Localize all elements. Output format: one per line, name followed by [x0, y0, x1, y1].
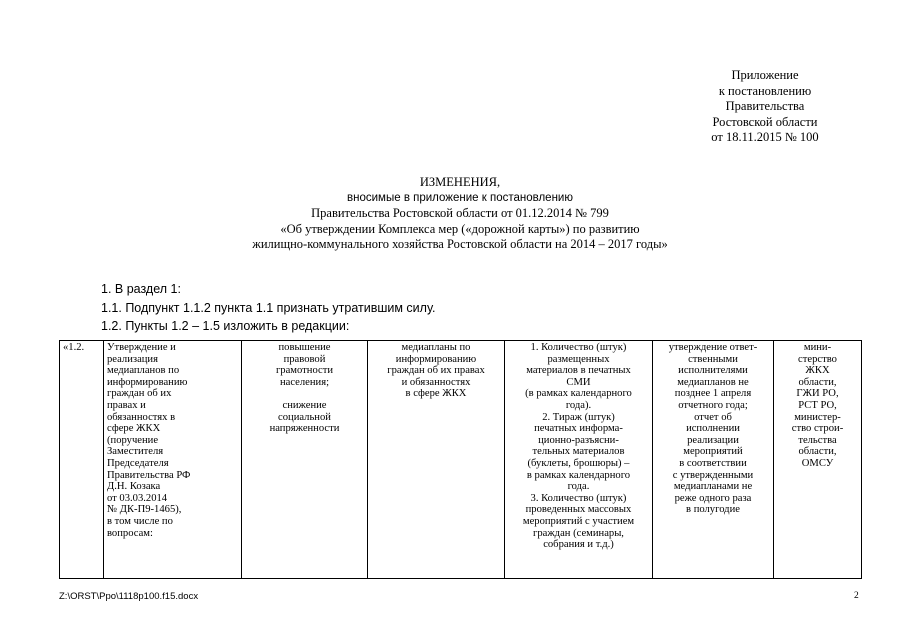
cell-line: реализация [107, 353, 158, 365]
title-line: «Об утверждении Комплекса мер («дорожной карты») по развитию [280, 221, 640, 236]
cell-line: медиапланов по [107, 365, 180, 377]
cell-line: мероприятий с участием [522, 515, 635, 527]
appendix-line: Правительства [725, 99, 805, 113]
title-line: ИЗМЕНЕНИЯ, [419, 175, 501, 189]
cell-line: мероприятий [683, 446, 743, 458]
cell-line: граждан (семинары, [533, 527, 624, 539]
cell-line: тельных материалов [532, 446, 625, 458]
title-line: жилищно-коммунального хозяйства Ростовской области на 2014 – 2017 годы» [252, 237, 668, 251]
cell-line: с утвержденными [672, 469, 754, 481]
cell-line: обязанностях в [107, 411, 176, 423]
cell-line: реализации [687, 434, 739, 446]
changes-table [59, 340, 862, 579]
cell-line: в соответствии [679, 457, 747, 469]
cell-line: правовой [283, 353, 326, 365]
cell-line: медиапланы по [401, 342, 471, 353]
cell-line: утверждение ответ- [668, 342, 758, 353]
cell-line: 3. Количество (штук) [530, 492, 627, 504]
table-row [60, 341, 862, 579]
cell-line: в том числе по [107, 515, 173, 527]
cell-line: стерство [798, 353, 837, 365]
cell-line: исполнении [686, 423, 740, 435]
cell-line: ГЖИ РО, [796, 388, 839, 400]
cell-line: проведенных массовых [525, 504, 632, 516]
cell-line: информированию [395, 353, 477, 365]
cell-line: собрания и т.д.) [543, 539, 614, 551]
cell-line: размещенных [547, 353, 610, 365]
cell-line: снижение [282, 399, 327, 411]
cell-line: в рамках календарного [526, 469, 631, 481]
cell-line: РСТ РО, [798, 399, 837, 411]
file-path: Z:\ORST\Ppo\1118p100.f15.docx [59, 591, 199, 602]
cell-line: ЖКХ [805, 365, 830, 377]
cell-line: области, [798, 446, 837, 458]
cell-line: отчет об [694, 411, 732, 423]
cell-line: мини- [803, 342, 832, 353]
cell-line: сфере ЖКХ [107, 423, 161, 435]
cell-line: министер- [794, 411, 841, 423]
document-title [120, 175, 800, 253]
cell-line: позднее 1 апреля [674, 388, 752, 400]
cell-line: № ДК-П9-1465), [107, 504, 182, 516]
paragraph: 1.2. Пункты 1.2 – 1.5 изложить в редакции: [101, 319, 350, 333]
cell-line [245, 388, 364, 400]
paragraph: 1.1. Подпункт 1.1.2 пункта 1.1 признать утратившим силу. [101, 300, 436, 315]
cell-line: тельства [798, 434, 837, 446]
cell-line: в сфере ЖКХ [405, 388, 467, 400]
cell-line: Председателя [107, 457, 169, 469]
cell-line: ционно-разъясни- [538, 434, 619, 446]
cell-line: ственными [688, 353, 738, 365]
title-line: вносимые в приложение к постановлению [347, 191, 573, 204]
cell-line: напряженности [269, 423, 340, 435]
cell-line: Д.Н. Козака [107, 481, 161, 493]
cell-line: года). [565, 399, 592, 411]
page-number: 2 [854, 591, 859, 601]
cell-line: информированию [107, 376, 188, 388]
cell-goal [242, 341, 368, 579]
appendix-line: от 18.11.2015 № 100 [711, 130, 819, 144]
cell-indicator [505, 341, 653, 579]
cell-line: Правительства РФ [107, 469, 191, 481]
cell-line: (в рамках календарного [525, 388, 632, 400]
cell-line: ОМСУ [801, 457, 834, 469]
cell-line: 1. Количество (штук) [530, 342, 627, 353]
body-paragraphs [101, 280, 861, 336]
cell-line: повышение [278, 342, 331, 353]
cell-line: реже одного раза [674, 492, 752, 504]
appendix-line: к постановлению [718, 83, 812, 98]
cell-responsible [774, 341, 862, 579]
cell-line: населения; [279, 376, 330, 388]
title-line: Правительства Ростовской области от 01.12.2014 № 799 [311, 206, 609, 220]
cell-line: Утверждение и [107, 342, 176, 353]
cell-line: граждан об их [107, 388, 172, 400]
cell-line: Заместителя [107, 446, 164, 458]
cell-deadline [653, 341, 774, 579]
cell-line: СМИ [566, 376, 591, 388]
cell-line: и обязанностях [401, 376, 471, 388]
cell-line: от 03.03.2014 [107, 492, 168, 504]
cell-number [60, 341, 104, 579]
cell-line: года. [567, 481, 590, 493]
cell-line: грамотности [275, 365, 334, 377]
cell-line: (буклеты, брошюры) – [527, 457, 630, 469]
cell-result [368, 341, 505, 579]
cell-line: «1.2. [63, 342, 85, 353]
cell-measure [104, 341, 242, 579]
cell-line: печатных информа- [534, 423, 623, 435]
cell-line: социальной [278, 411, 331, 423]
cell-line: медиапланов не [677, 376, 749, 388]
cell-line: в полугодие [686, 504, 740, 516]
cell-line: 2. Тираж (штук) [542, 411, 615, 423]
cell-line: правах и [107, 399, 146, 411]
cell-line: граждан об их правах [387, 365, 485, 377]
cell-line: вопросам: [107, 527, 153, 539]
cell-line: исполнителями [678, 365, 748, 377]
cell-line: медиапланами не [673, 481, 753, 493]
appendix-line: Приложение [731, 68, 799, 82]
appendix-line: Ростовской области [712, 114, 818, 129]
paragraph: 1. В раздел 1: [101, 282, 181, 296]
cell-line: ство строи- [791, 423, 844, 435]
cell-line: материалов в печатных [526, 365, 631, 377]
cell-line: области, [798, 376, 837, 388]
appendix-header [650, 68, 880, 146]
cell-line: (поручение [107, 434, 159, 446]
cell-line: отчетного года; [678, 399, 748, 411]
